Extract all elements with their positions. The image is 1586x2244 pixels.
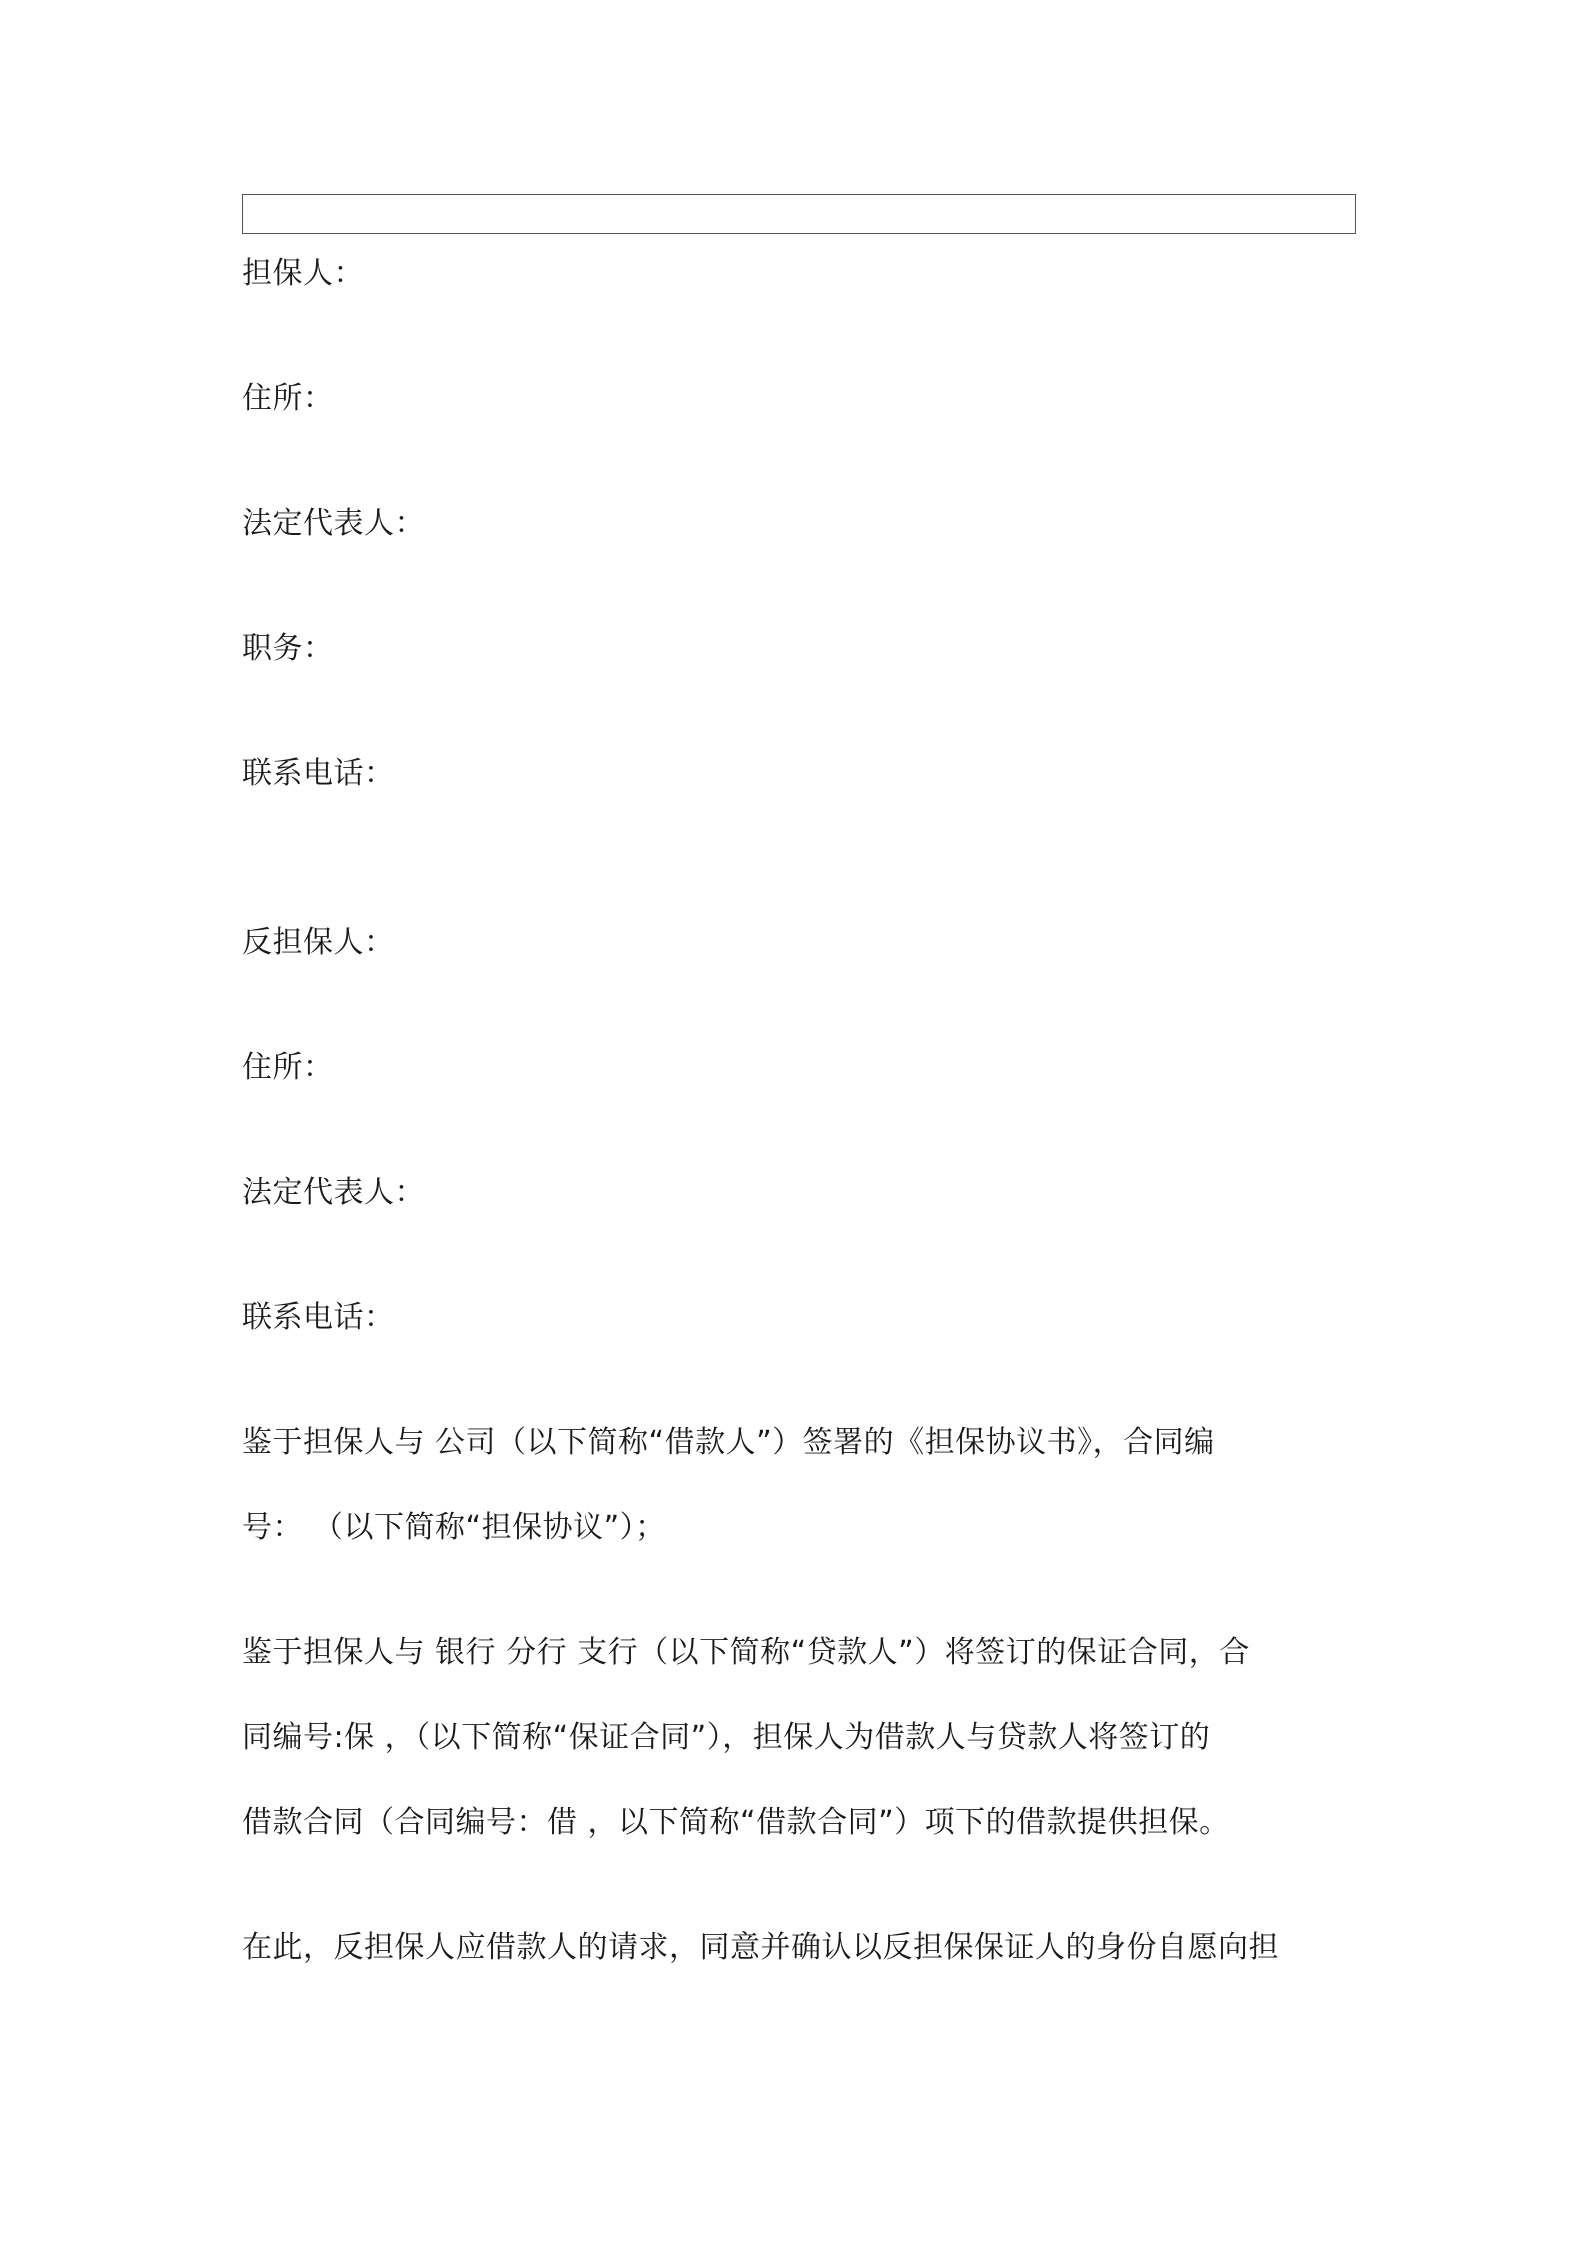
recital-paragraph-2-line-3: 借款合同（合同编号：借 ，以下简称“借款合同”）项下的借款提供担保。 — [242, 1805, 1230, 1840]
recital-paragraph-1-line-2: 号： （以下简称“担保协议”）； — [242, 1510, 666, 1545]
guarantor-position-label: 职务： — [242, 631, 334, 666]
header-blank-box — [242, 194, 1356, 234]
counter-guarantor-label: 反担保人： — [242, 925, 395, 960]
guarantor-legal-rep-label: 法定代表人： — [242, 506, 425, 541]
counter-guarantor-legal-rep-label: 法定代表人： — [242, 1175, 425, 1210]
recital-paragraph-1-line-1: 鉴于担保人与 公司（以下简称“借款人”）签署的《担保协议书》，合同编 — [242, 1425, 1215, 1460]
recital-paragraph-3-line-1: 在此，反担保人应借款人的请求，同意并确认以反担保保证人的身份自愿向担 — [242, 1930, 1279, 1965]
recital-paragraph-2-line-1: 鉴于担保人与 银行 分行 支行（以下简称“贷款人”）将签订的保证合同，合 — [242, 1635, 1250, 1670]
recital-paragraph-2-line-2: 同编号:保 ，（以下简称“保证合同”），担保人为借款人与贷款人将签订的 — [242, 1720, 1211, 1755]
guarantor-label: 担保人： — [242, 256, 364, 291]
counter-guarantor-address-label: 住所： — [242, 1050, 334, 1085]
guarantor-phone-label: 联系电话： — [242, 756, 395, 791]
guarantor-address-label: 住所： — [242, 381, 334, 416]
counter-guarantor-phone-label: 联系电话： — [242, 1300, 395, 1335]
